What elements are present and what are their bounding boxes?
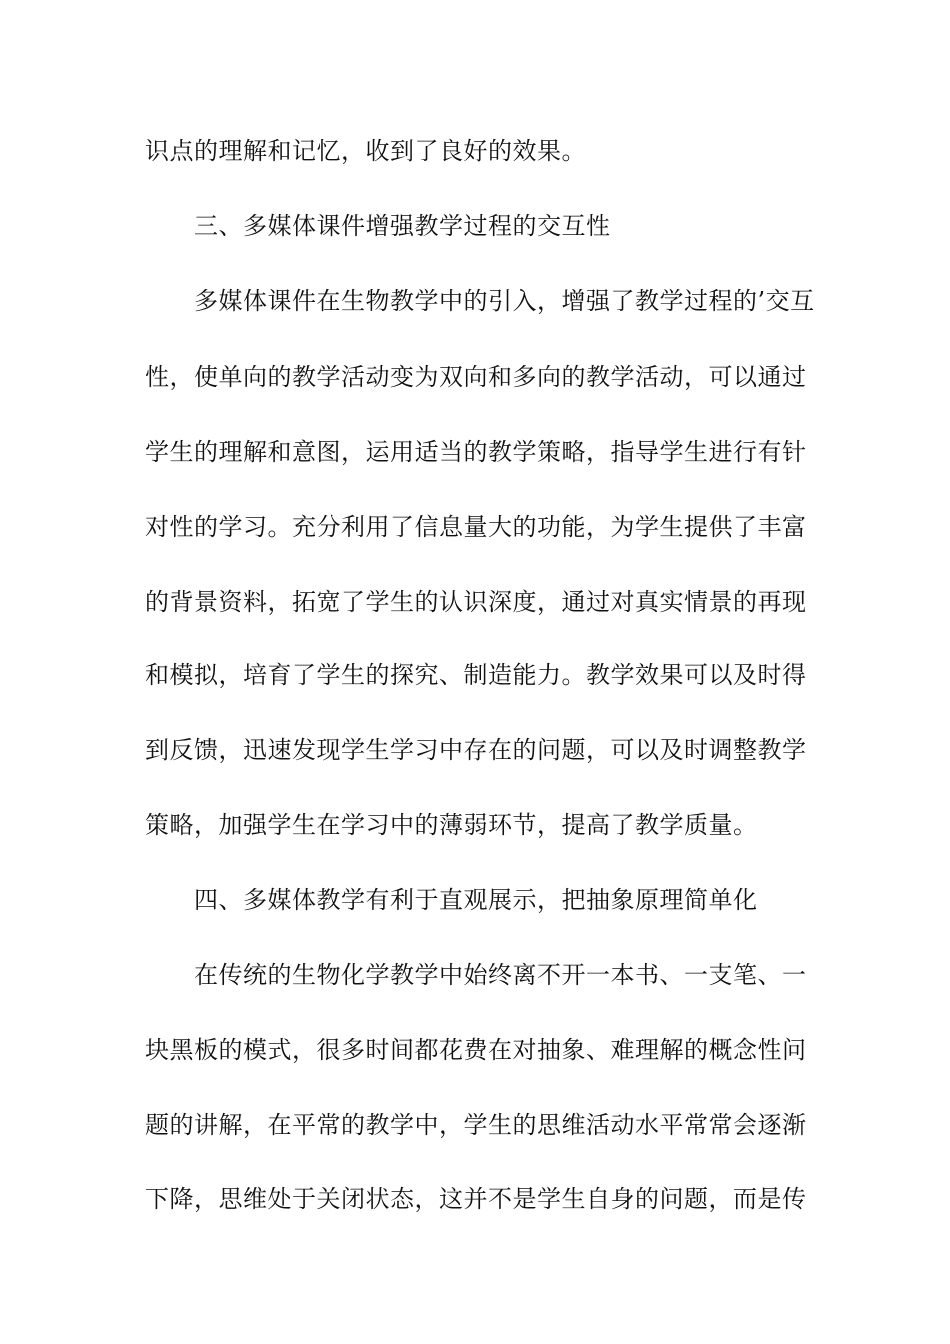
paragraph-line: 题的讲解，在平常的教学中，学生的思维活动水平常常会逐渐 — [145, 1111, 807, 1139]
paragraph-line: 学生的理解和意图，运用适当的教学策略，指导学生进行有针 — [145, 438, 807, 466]
paragraph-line: 识点的理解和记忆，收到了良好的效果。 — [145, 137, 586, 165]
paragraph-line: 对性的学习。充分利用了信息量大的功能，为学生提供了丰富 — [145, 513, 807, 541]
paragraph-line: 块黑板的模式，很多时间都花费在对抽象、难理解的概念性问 — [145, 1036, 807, 1064]
section-heading: 四、多媒体教学有利于直观展示，把抽象原理简单化 — [194, 886, 758, 914]
paragraph-line: 多媒体课件在生物教学中的引入，增强了教学过程的’交互 — [194, 287, 815, 315]
paragraph-line: 在传统的生物化学教学中始终离不开一本书、一支笔、一 — [194, 961, 807, 989]
paragraph-line: 和模拟，培育了学生的探究、制造能力。教学效果可以及时得 — [145, 661, 807, 689]
paragraph-line: 性，使单向的教学活动变为双向和多向的教学活动，可以通过 — [145, 363, 807, 391]
section-heading: 三、多媒体课件增强教学过程的交互性 — [194, 212, 611, 240]
paragraph-line: 的背景资料，拓宽了学生的认识深度，通过对真实情景的再现 — [145, 588, 807, 616]
paragraph-line: 策略，加强学生在学习中的薄弱环节，提高了教学质量。 — [145, 811, 758, 839]
paragraph-line: 下降，思维处于关闭状态，这并不是学生自身的问题，而是传 — [145, 1185, 807, 1213]
paragraph-line: 到反馈，迅速发现学生学习中存在的问题，可以及时调整教学 — [145, 736, 807, 764]
